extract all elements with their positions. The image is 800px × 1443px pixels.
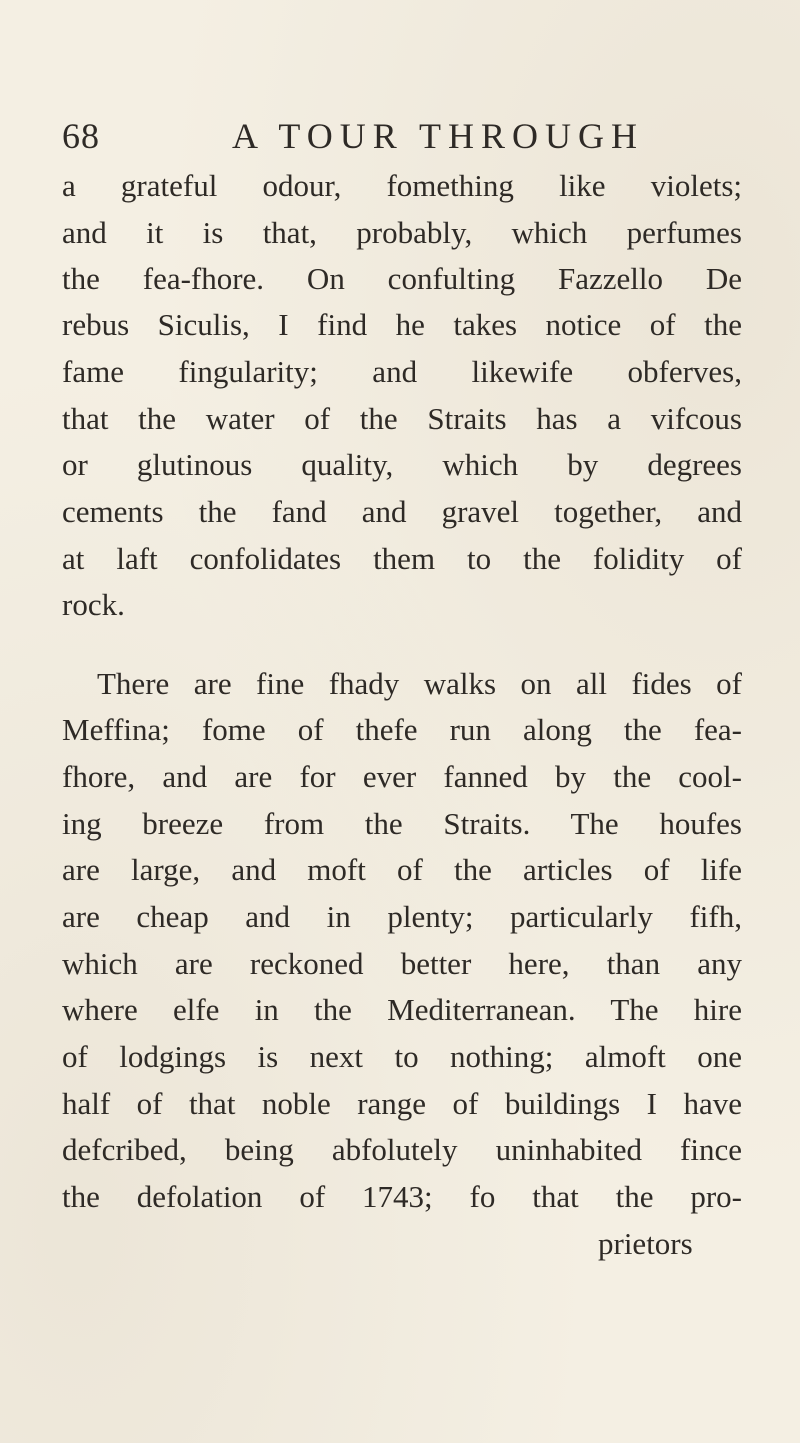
text-line: where elfe in the Mediterranean. The hire — [62, 992, 742, 1027]
running-head — [62, 116, 762, 156]
text-line: at laft confolidates them to the folidity of — [62, 541, 742, 576]
text-line: ing breeze from the Straits. The houfes — [62, 806, 742, 841]
text-line: fhore, and are for ever fanned by the cool- — [62, 759, 742, 794]
text-line: that the water of the Straits has a vifcous — [62, 401, 742, 436]
text-line: or glutinous quality, which by degrees — [62, 447, 742, 482]
text-line: the fea-fhore. On confulting Fazzello De — [62, 261, 742, 296]
text-line: a grateful odour, fomething like violets; — [62, 168, 742, 203]
catchword: prietors — [598, 1226, 693, 1261]
text-line: rock. — [62, 587, 125, 622]
text-line: rebus Siculis, I find he takes notice of the — [62, 307, 742, 342]
text-line: defcribed, being abfolutely uninhabited fince — [62, 1132, 742, 1167]
running-head-title: A TOUR THROUGH — [232, 116, 645, 156]
text-line: half of that noble range of buildings I have — [62, 1086, 742, 1121]
text-line: Meffina; fome of thefe run along the fea- — [62, 712, 742, 747]
text-line: are cheap and in plenty; particularly fifh, — [62, 899, 742, 934]
text-line: cements the fand and gravel together, and — [62, 494, 742, 529]
text-line: are large, and moft of the articles of life — [62, 852, 742, 887]
text-line: of lodgings is next to nothing; almoft one — [62, 1039, 742, 1074]
text-line: the defolation of 1743; fo that the pro- — [62, 1179, 742, 1214]
text-line: There are fine fhady walks on all fides of — [97, 666, 742, 701]
page-number: 68 — [62, 116, 100, 156]
text-line: and it is that, probably, which perfumes — [62, 215, 742, 250]
text-line: fame fingularity; and likewife obferves, — [62, 354, 742, 389]
text-line: which are reckoned better here, than any — [62, 946, 742, 981]
